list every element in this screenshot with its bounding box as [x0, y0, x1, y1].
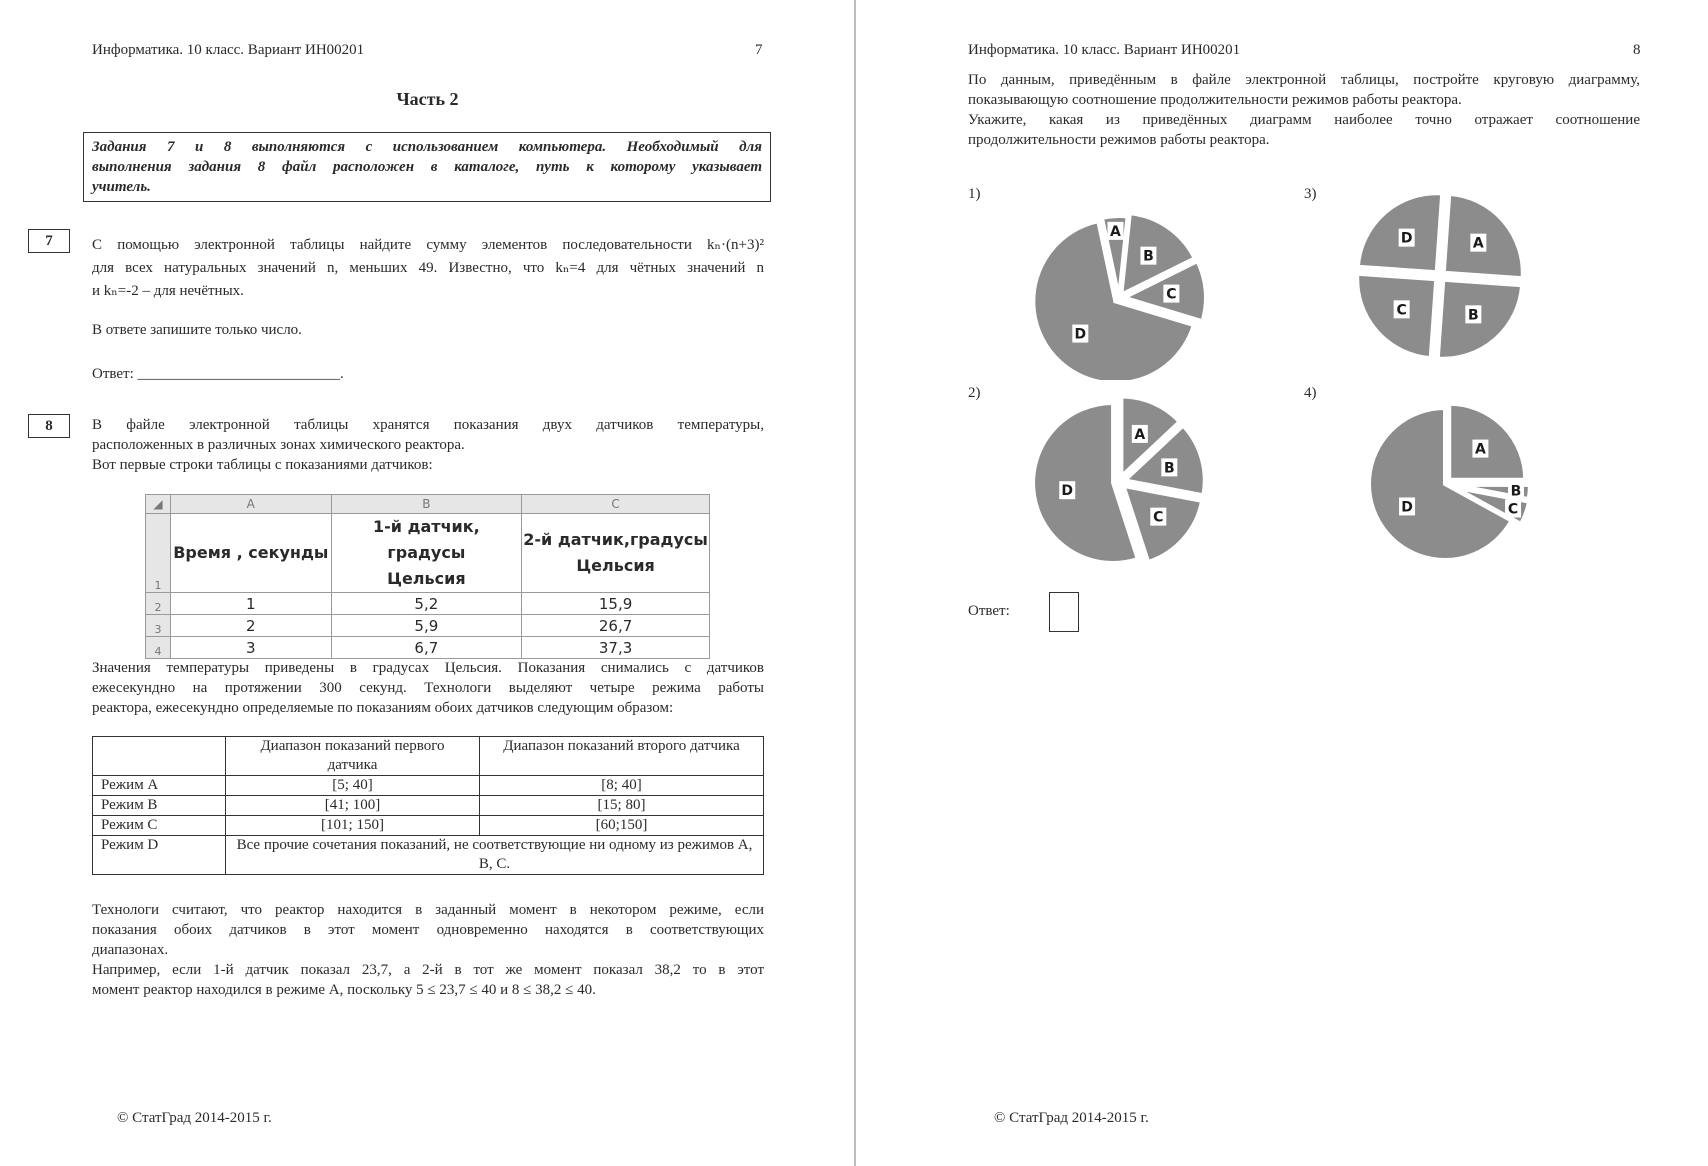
task-7-line: для всех натуральных значений n, меньших 49. Известно, что kₙ=4 для чётных значений n	[92, 260, 764, 276]
pie-label-b: B	[1468, 307, 1479, 324]
mode-label: Режим A	[93, 776, 226, 796]
sheet-header-text: Цельсия	[576, 556, 655, 575]
left-header-title: Информатика. 10 класс. Вариант ИН00201	[92, 42, 365, 58]
pie-option-number: 2)	[968, 385, 981, 401]
pie-label-d: D	[1074, 326, 1087, 343]
sheet-cell: 37,3	[522, 637, 710, 659]
sheet-row-header: 3	[146, 615, 171, 637]
task-7-number: 7	[28, 229, 70, 253]
mode-label: Режим D	[93, 836, 226, 875]
sheet-cell: 26,7	[522, 615, 710, 637]
pie-chart-3-slices	[1357, 193, 1523, 359]
pie-chart-1	[1007, 180, 1257, 380]
mode-range-1: [5; 40]	[226, 776, 480, 796]
right-text-line: продолжительности режимов работы реактора.	[968, 132, 1270, 148]
pie-option-number: 3)	[1304, 186, 1317, 202]
notice-line: Задания 7 и 8 выполняются с использованием компьютера. Необходимый для	[92, 139, 762, 155]
pie-option-number: 4)	[1304, 385, 1317, 401]
sheet-cell: 5,2	[331, 593, 522, 615]
mode-range-2: [8; 40]	[480, 776, 764, 796]
pie-label-b: B	[1143, 248, 1154, 265]
task-8-intro-line: В файле электронной таблицы хранятся показания двух датчиков температуры,	[92, 417, 764, 433]
pie-chart-4	[1327, 380, 1577, 580]
mode-d-description: Все прочие сочетания показаний, не соответствующие ни одному из режимов A, B, C.	[226, 836, 764, 875]
task-7-text	[92, 234, 764, 303]
mode-label: Режим B	[93, 796, 226, 816]
mode-range-2: [15; 80]	[480, 796, 764, 816]
sheet-corner: ◢	[146, 495, 171, 514]
sheet-header-text: Цельсия	[387, 569, 466, 588]
right-footer: © СтатГрад 2014-2015 г.	[994, 1110, 1149, 1126]
task-8-intro	[92, 415, 764, 475]
pie-label-d: D	[1401, 499, 1413, 516]
sheet-row-header: 2	[146, 593, 171, 615]
right-task-text	[968, 70, 1640, 150]
sheet-col-header: A	[170, 495, 331, 514]
part-title: Часть 2	[396, 89, 459, 109]
sheet-cell: 15,9	[522, 593, 710, 615]
pie-label-d: D	[1061, 483, 1074, 500]
right-text-line: По данным, приведённым в файле электронной таблицы, постройте круговую диаграмму,	[968, 72, 1640, 88]
task-8-number: 8	[28, 414, 70, 438]
pie-label-d: D	[1400, 230, 1413, 247]
pie-label-a: A	[1472, 235, 1484, 252]
answer-box[interactable]	[1049, 592, 1079, 632]
sheet-cell: 3	[170, 637, 331, 659]
paragraph-line: момент реактор находился в режиме A, поскольку 5 ≤ 23,7 ≤ 40 и 8 ≤ 38,2 ≤ 40.	[92, 982, 596, 998]
notice-line: выполнения задания 8 файл расположен в каталоге, путь к которому указывает	[92, 159, 762, 175]
task-7-line: С помощью электронной таблицы найдите сумму элементов последовательности kₙ·(n+3)²	[92, 237, 764, 253]
pie-option-number: 1)	[968, 186, 981, 202]
sheet-header-cell	[170, 514, 331, 593]
pie-chart-2	[1007, 380, 1257, 580]
sheet-cell: 6,7	[331, 637, 522, 659]
task-7-answer-line: Ответ: ___________________________.	[92, 366, 344, 382]
right-header-title: Информатика. 10 класс. Вариант ИН00201	[968, 42, 1241, 58]
sheet-header-cell	[522, 514, 710, 593]
sheet-row-header: 4	[146, 637, 171, 659]
sheet-cell: 5,9	[331, 615, 522, 637]
left-footer: © СтатГрад 2014-2015 г.	[117, 1110, 272, 1126]
right-text-line: Укажите, какая из приведённых диаграмм наиболее точно отражает соотношение	[968, 112, 1640, 128]
paragraph-line: ежесекундно на протяжении 300 секунд. Технологи выделяют четыре режима работы	[92, 680, 764, 696]
paragraph-line: Например, если 1-й датчик показал 23,7, а 2-й в тот же момент показал 38,2 то в этот	[92, 962, 764, 978]
pie-label-c: C	[1507, 501, 1519, 518]
paragraph-line: показания обоих датчиков в этот момент одновременно находятся в соответствующих	[92, 922, 764, 938]
paragraph-line: реактора, ежесекундно определяемые по показаниям обоих датчиков следующим образом:	[92, 700, 674, 716]
right-answer-label: Ответ:	[968, 603, 1010, 619]
sheet-header-text: Время , секунды	[173, 543, 329, 562]
right-page-number: 8	[1633, 42, 1641, 58]
mode-label: Режим C	[93, 816, 226, 836]
sensor-spreadsheet	[145, 494, 710, 659]
modes-header-cell	[93, 737, 226, 776]
sheet-header-text: 2-й датчик,градусы	[523, 530, 708, 549]
pie-chart-1-slices	[1033, 213, 1206, 380]
right-text-line: показывающую соотношение продолжительности режимов работы реактора.	[968, 92, 1462, 108]
pie-chart-4-slices	[1369, 404, 1530, 560]
sheet-cell: 1	[170, 593, 331, 615]
notice-line: учитель.	[92, 179, 151, 195]
modes-header-cell: Диапазон показаний первого датчика	[226, 737, 480, 776]
pie-chart-3	[1327, 180, 1577, 380]
paragraph-line: диапазонах.	[92, 942, 169, 958]
task-8-paragraph-3	[92, 900, 764, 1000]
pie-label-a: A	[1110, 223, 1121, 240]
pie-label-c: C	[1166, 286, 1177, 303]
pie-label-a: A	[1474, 441, 1486, 458]
notice-box	[83, 132, 771, 202]
sheet-row-header: 1	[146, 514, 171, 593]
mode-range-2: [60;150]	[480, 816, 764, 836]
paragraph-line: Значения температуры приведены в градусах Цельсия. Показания снимались с датчиков	[92, 660, 764, 676]
pie-label-c: C	[1396, 302, 1407, 319]
right-page	[857, 0, 1708, 1166]
mode-range-1: [101; 150]	[226, 816, 480, 836]
task-7-line: и kₙ=-2 – для нечётных.	[92, 283, 244, 299]
sheet-cell: 2	[170, 615, 331, 637]
task-8-paragraph-2	[92, 658, 764, 718]
pie-label-b: B	[1163, 460, 1175, 477]
paragraph-line: Технологи считают, что реактор находится в заданный момент в некотором режиме, если	[92, 902, 764, 918]
sheet-col-header: B	[331, 495, 522, 514]
pie-label-a: A	[1134, 426, 1146, 443]
task-7-instruction: В ответе запишите только число.	[92, 322, 302, 338]
sheet-header-text: 1-й датчик, градусы	[373, 517, 480, 562]
mode-range-1: [41; 100]	[226, 796, 480, 816]
pie-label-c: C	[1153, 509, 1164, 526]
modes-header-cell: Диапазон показаний второго датчика	[480, 737, 764, 776]
left-page-number: 7	[755, 42, 763, 58]
pie-label-b: B	[1510, 483, 1522, 500]
pie-chart-2-slices	[1033, 396, 1205, 562]
page-divider	[854, 0, 856, 1166]
sheet-header-cell	[331, 514, 522, 593]
sheet-col-header: C	[522, 495, 710, 514]
task-8-intro-line: расположенных в различных зонах химического реактора.	[92, 437, 465, 453]
modes-table	[92, 736, 764, 875]
task-8-intro-line: Вот первые строки таблицы с показаниями датчиков:	[92, 457, 433, 473]
